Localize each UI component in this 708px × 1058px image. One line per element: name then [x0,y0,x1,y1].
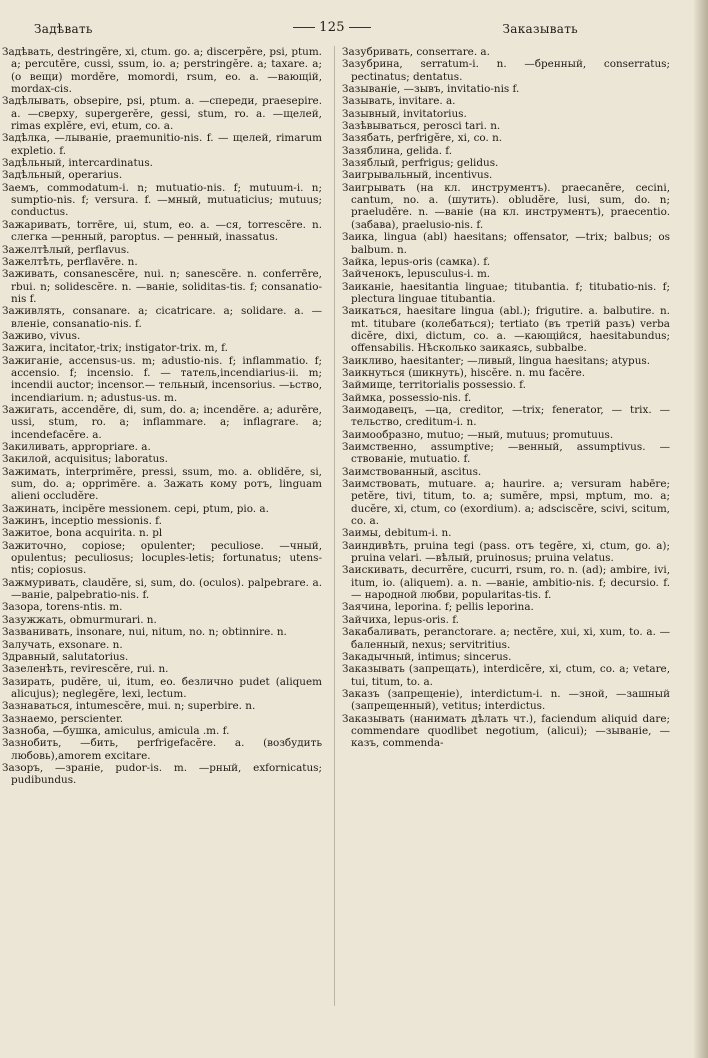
dictionary-entry: Заказъ (запрещеніе), interdictum-i. n. —зной, —зашный (запрещенный), vetitus; interdictus. [342,687,670,713]
dictionary-entry: Зажигать, accendĕre, di, sum, do. a; incendĕre. a; adurĕre, ussi, stum, ro. a; inflammare. a; inflagrare. a; incendefacĕre. a. [2,403,322,441]
dictionary-entry: Заикнуться (шикнуть), hiscĕre. n. mu facĕre. [342,366,586,379]
dictionary-entry: Задѣльный, intercardinatus. [2,157,153,170]
dictionary-entry: Зазнаваться, intumescĕre, mui. n; superbire. n. [2,700,256,713]
page-number: 125 [284,20,380,35]
dictionary-entry: Заиндивѣть, pruina tegi (pass. отъ tegĕre, xi, ctum, go. a); pruina velari. —вѣлый, pruinosus; pruina velatus. [342,539,670,565]
dictionary-entry: Заживать, consanescĕre, nui. n; sanescĕre. n. conferrēre, rbui. n; solidescĕre. n. —ваніе, soliditas-tis. f; consanatio-nis f. [2,268,322,305]
dictionary-entry: Заикаться, haesitare lingua (abl.); frigutire. a. balbutire. n. mt. titubare (колебаться); tertiato (въ третій разъ) verba dicĕre, dixi, dictum, co. a. —кающійся, haesitabundus; offensabilis. Нѣсколько заикаясь, subbalbe. [342,305,670,355]
dictionary-entry: Зазывать, invitare. a. [342,95,456,108]
dictionary-entry: Задѣвать, destringĕre, xi, ctum. go. a; discerpĕre, psi, ptum. a; percutĕre, cussi, ssum, io. a; perstringĕre. a; taxare. a; (о вещи) mordĕre, momordi, rsum, eo. a. —вающій, mordax-cis. [2,46,322,96]
right-column [342,46,670,750]
dictionary-entry: Зажитое, bona acquirita. n. pl [2,527,163,540]
dictionary-entry: Заискивать, decurrĕre, cucurri, rsum, ro. n. (ad); ambire, ivi, itum, io. (aliquem). a. n. —ваніе, ambitio-nis. f; decursio. f. — народной любви, popularitas-tis. f. [342,564,670,602]
dictionary-entry: Зазывный, invitatorius. [342,107,467,120]
dictionary-entry: Зазываніе, —зывъ, invitatio-nis f. [342,83,520,96]
dictionary-entry: Зайка, lepus-oris (самка). f. [342,255,491,268]
dictionary-entry: Заимствованный, ascitus. [342,465,482,478]
dictionary-entry: Зазирать, pudĕre, ui, itum, eo. безлично pudet (aliquem alicujus); neglegĕre, lexi, lectum. [2,675,322,700]
dictionary-entry: Заказывать (нанимать дѣлать чт.), faciendum aliquid dare; commendare quodlibet negotium, (alicui); —зываніе, —казъ, commenda- [342,712,670,750]
dictionary-entry: Зазѣвываться, perosci tari. n. [342,120,501,133]
dictionary-entry: Заказывать (запрещать), interdicĕre, xi, ctum, co. a; vetare, tui, titum, to. a. [342,663,670,688]
dictionary-entry: Зазябать, perfrigĕre, xi, co. n. [342,132,503,145]
dictionary-entry: Заимствовать, mutuare. a; haurire. a; versuram habēre; petĕre, tivi, titum, to. a; sumĕre, mpsi, mptum, mo. a; ducĕre, xi, ctum, co (exordium). a; adsciscĕre, scivi, scitum, co. a. [342,478,670,528]
dictionary-entry: Заимодавецъ, —ца, creditor, —trix; fenerator, — trix. —тельство, creditum-i. n. [342,403,670,429]
dictionary-entry: Заиканіе, haesitantia linguae; titubantia. f; titubatio-nis. f; plectura linguae titubantia. [342,280,670,305]
dictionary-entry: Зазора, torens-ntis. m. [2,601,123,614]
dictionary-entry: Зажмуривать, claudĕre, si, sum, do. (oculos). palpebrare. a. —ваніе, palpebratio-nis. f. [2,576,322,602]
left-column [2,46,322,787]
dictionary-entry: Зазеленѣть, revirescĕre, rui. n. [2,663,169,676]
dictionary-entry: Зажиточно, copiose; opulenter; peculiose. —чный, opulentus; peculiosus; locuples-letis; fortunatus; utens-ntis; copiosus. [2,539,322,577]
dictionary-entry: Закилой, acquisitus; laboratus. [2,453,168,466]
dictionary-entry: Зажига, incitator,-trix; instigator-trix. m, f. [2,342,228,355]
dictionary-entry: Зажинать, incipĕre messionem. cepi, ptum, pio. a. [2,502,269,515]
dictionary-entry: Заимственно, assumptive; —венный, assumptivus. —ствованіе, mutuatio. f. [342,441,670,466]
dictionary-entry: Зазноба, —бушка, amiculus, amicula .m. f. [2,724,230,737]
dictionary-entry: Заигрывальный, incentivus. [342,169,493,182]
dictionary-entry: Залучать, exsonare. n. [2,638,123,651]
dictionary-entry: Заика, lingua (abl) haesitans; offensator, —trix; balbus; os balbum. n. [342,231,670,256]
running-head-left: Задѣвать [34,22,93,36]
dictionary-entry: Здравный, salutatorius. [2,650,129,663]
dictionary-entry: Зазванивать, insonare, nui, nitum, no. n; obtinnire. n. [2,626,287,639]
dictionary-entry: Заимообразно, mutuo; —ный, mutuus; promutuus. [342,428,614,441]
dictionary-entry: Зайчиха, lepus-oris. f. [342,613,459,626]
dictionary-entry: Заживо, vivus. [2,329,81,342]
dictionary-entry: Зазнобить, —бить, perfrigefacĕre. a. (возбудить любовь),amorem excitare. [2,737,322,762]
dictionary-entry: Зазубривать, conserrare. a. [342,46,490,58]
dictionary-entry: Зазубрина, serratum-i. n. —бренный, conserratus; pectinatus; dentatus. [342,58,670,83]
dictionary-entry: Зажелтѣть, perflavēre. n. [2,255,138,268]
dictionary-entry: Зайченокъ, lepusculus-i. m. [342,268,491,281]
dictionary-entry: Задѣлка, —лываніе, praemunitio-nis. f. — щелей, rimarum expletio. f. [2,132,322,157]
dictionary-entry: Займка, possessio-nis. f. [342,391,472,404]
dictionary-entry: Зазяблый, perfrigus; gelidus. [342,157,499,170]
dictionary-entry: Заемъ, commodatum-i. n; mutuatio-nis. f; mutuum-i. n; sumptio-nis. f; versura. f. —мный, mutuaticius; mutuus; conductus. [2,181,322,219]
dictionary-entry: Закиливать, appropriare. a. [2,441,151,453]
running-head-right: Заказывать [502,22,578,36]
dictionary-entry: Зажиганіе, accensus-us. m; adustio-nis. f; inflammatio. f; accensio. f; incensio. f. — татель,incendiarius-ii. m; incendii auctor; incensor.— тельный, incensorius. —ьство, incendiarium. n; adustus-us. m. [2,354,322,404]
dictionary-entry: Закадычный, intimus; sincerus. [342,650,512,663]
dictionary-entry: Зажимать, interprimĕre, pressi, ssum, mo. a. oblidĕre, si, sum, do. a; opprimĕre. a. Зажать кому ротъ, linguam alieni occludĕre. [2,465,322,503]
dictionary-entry: Закабаливать, peranctorare. a; nectĕre, xui, xi, xum, to. a. —баленный, nexus; servitritius. [342,626,670,651]
column-divider [334,46,335,1006]
dictionary-entry: Заикливо, haesitanter; —ливый, lingua haesitans; atypus. [342,354,651,367]
dictionary-entry: Зажелтѣлый, perflavus. [2,243,130,256]
dictionary-entry: Зазоръ, —зраніе, pudor-is. m. —рный, exfornicatus; pudibundus. [2,761,322,787]
dictionary-entry: Зажаривать, torrēre, ui, stum, eo. a. —ся, torrescĕre. n. слегка —ренный, paroptus. — ренный, inassatus. [2,218,322,244]
dictionary-entry: Займище, territorialis possessio. f. [342,379,526,392]
dictionary-entry: Заигрывать (на кл. инструментъ). praecanĕre, cecini, cantum, no. a. (шутить). obludĕre, lusi, sum, do. n; praeludĕre. n. —ваніе (на кл. инструментъ), praecentio. (забава), praelusio-nis. f. [342,181,670,231]
dictionary-entry: Зазнаемо, perscienter. [2,712,124,725]
dictionary-entry: Зазяблина, gelida. f. [342,144,453,157]
dictionary-entry: Зазужжать, obmurmurari. n. [2,613,157,626]
dictionary-entry: Задѣлывать, obsepire, psi, ptum. a. —спереди, praesepire. a. —сверху, supergerĕre, gessi, stum, ro. a. —щелей, rimas explĕre, evi, etum, co. a. [2,95,322,133]
dictionary-entry: Зажинъ, inceptio messionis. f. [2,515,162,528]
dictionary-entry: Заимы, debitum-i. n. [342,527,452,540]
page-header [0,18,708,40]
dictionary-entry: Задѣльный, operarius. [2,169,123,182]
dictionary-entry: Заживлять, consanare. a; cicatricare. a; solidare. a. —вленіе, consanatio-nis. f. [2,305,322,330]
binding-edge [694,0,708,1058]
dictionary-entry: Заячина, leporina. f; pellis leporina. [342,601,534,614]
